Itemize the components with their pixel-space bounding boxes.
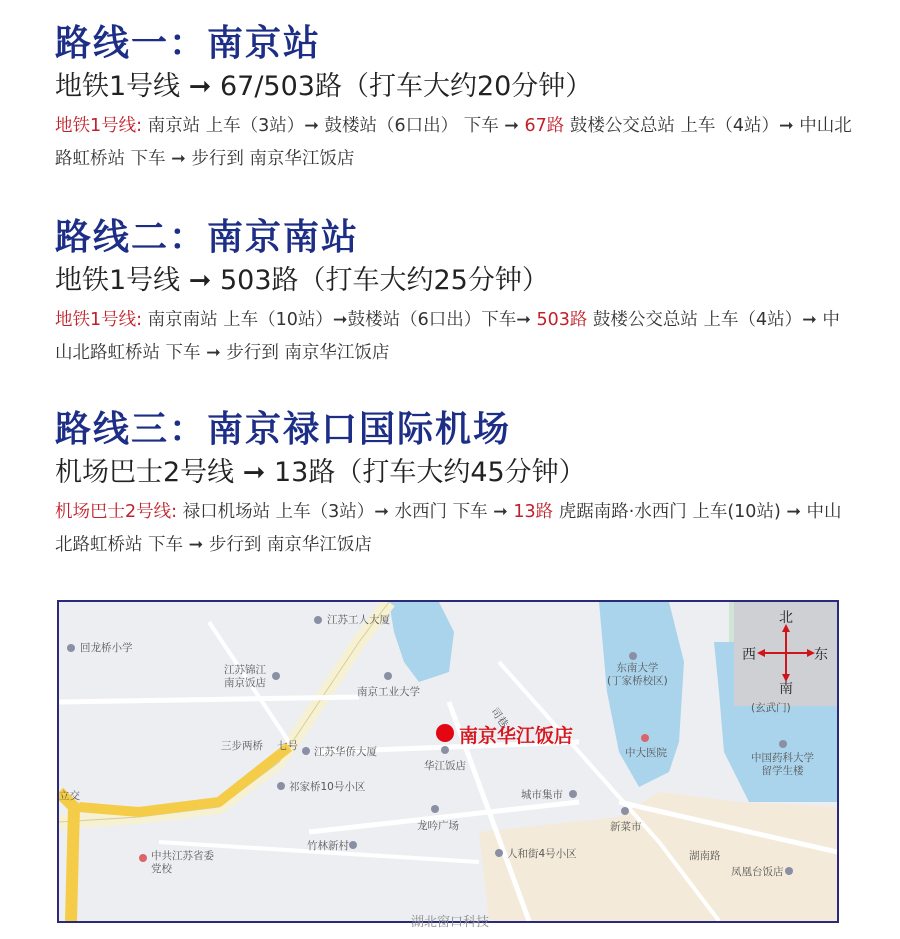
poi-marker-icon — [272, 672, 280, 680]
place-label: 湖南路 — [689, 850, 721, 862]
route-1 — [55, 22, 855, 176]
place-label: 新菜市 — [610, 821, 642, 833]
place-label: 三步两桥 — [221, 740, 263, 752]
place-label: 江苏锦江 南京饭店 — [224, 664, 266, 689]
place-label: (玄武门) — [751, 702, 791, 714]
poi-marker-icon — [314, 616, 322, 624]
route-summary: 机场巴士2号线 ➞ 13路（打车大约45分钟） — [55, 457, 586, 488]
poi-marker-icon — [621, 807, 629, 815]
route-detail-part-a: 南京站 上车（3站）➞ 鼓楼站（6口出） 下车 ➞ — [142, 116, 525, 136]
place-label: 祁家桥10号小区 — [289, 781, 366, 793]
poi-marker-icon — [277, 782, 285, 790]
place-label: 江苏华侨大厦 — [314, 746, 377, 758]
route-detail-part-a: 禄口机场站 上车（3站）➞ 水西门 下车 ➞ — [177, 502, 514, 522]
route-detail-lead: 机场巴士2号线: — [55, 502, 178, 522]
place-label: 南京工业大学 — [357, 686, 420, 698]
location-map[interactable] — [57, 600, 839, 923]
route-title: 路线二：南京南站 — [55, 217, 360, 258]
route-title: 路线三：南京禄口国际机场 — [55, 409, 512, 450]
poi-marker-icon — [139, 854, 147, 862]
poi-marker-icon — [779, 740, 787, 748]
poi-marker-icon — [67, 644, 75, 652]
hotel-label[interactable]: 南京华江饭店 — [459, 725, 574, 747]
place-label: 城市集市 — [521, 789, 563, 801]
poi-marker-icon — [785, 867, 793, 875]
place-label: 东南大学 (丁家桥校区) — [607, 662, 668, 687]
route-detail-lead: 地铁1号线: — [55, 116, 143, 136]
route-3 — [55, 408, 855, 562]
compass — [734, 602, 838, 706]
place-label: 江苏工人大厦 — [327, 614, 390, 626]
route-title: 路线一：南京站 — [55, 23, 322, 64]
route-bus-number: 503路 — [536, 310, 588, 330]
poi-marker-icon — [495, 849, 503, 857]
compass-west: 西 — [742, 647, 756, 663]
route-detail-part-b: 鼓楼公交总站 上车（4站）➞ 中山北路虹桥站 下车 ➞ 步行到 南京华江饭店 — [55, 116, 852, 169]
poi-marker-icon — [384, 672, 392, 680]
place-label: 立交 — [59, 790, 80, 802]
place-label: 中国药科大学 留学生楼 — [751, 752, 814, 777]
highway — [59, 792, 74, 921]
poi-marker-icon — [441, 746, 449, 754]
poi-marker-icon — [349, 841, 357, 849]
route-summary: 地铁1号线 ➞ 67/503路（打车大约20分钟） — [55, 71, 593, 102]
compass-north: 北 — [779, 610, 793, 626]
place-label: 司巷 — [488, 705, 511, 730]
poi-marker-icon — [569, 790, 577, 798]
route-detail-part-a: 南京南站 上车（10站）➞鼓楼站（6口出）下车➞ — [142, 310, 537, 330]
place-label: 凤凰台饭店 — [731, 866, 784, 878]
hospital-icon — [641, 734, 649, 742]
route-detail — [55, 110, 855, 176]
route-detail — [55, 304, 855, 370]
poi-marker-icon — [431, 805, 439, 813]
poi-marker-icon — [629, 652, 637, 660]
route-bus-number: 67路 — [524, 116, 565, 136]
route-bus-number: 13路 — [513, 502, 554, 522]
place-label: 回龙桥小学 — [80, 642, 133, 654]
route-2 — [55, 216, 855, 370]
route-detail-part-b: 鼓楼公交总站 上车（4站）➞ 中山北路虹桥站 下车 ➞ 步行到 南京华江饭店 — [55, 310, 840, 363]
place-label: 中共江苏省委 党校 — [151, 850, 214, 875]
water-area — [389, 602, 454, 682]
hotel-location-pin-icon[interactable] — [436, 724, 454, 742]
place-label: 华江饭店 — [424, 760, 466, 772]
compass-south: 南 — [779, 681, 793, 697]
place-label: 中大医院 — [625, 747, 667, 759]
poi-marker-icon — [302, 747, 310, 755]
compass-east: 东 — [814, 647, 828, 663]
place-label: 竹林新村 — [307, 840, 349, 852]
watermark: 湖北窗口科技 — [410, 915, 489, 930]
place-label: 龙吟广场 — [417, 820, 459, 832]
place-label: 七号 — [277, 740, 298, 752]
route-detail-lead: 地铁1号线: — [55, 310, 143, 330]
route-detail — [55, 496, 855, 562]
route-summary: 地铁1号线 ➞ 503路（打车大约25分钟） — [55, 265, 549, 296]
route-detail-part-b: 虎踞南路·水西门 上车(10站) ➞ 中山北路虹桥站 下车 ➞ 步行到 南京华江饭店 — [55, 502, 842, 555]
place-label: 人和街4号小区 — [507, 848, 577, 860]
